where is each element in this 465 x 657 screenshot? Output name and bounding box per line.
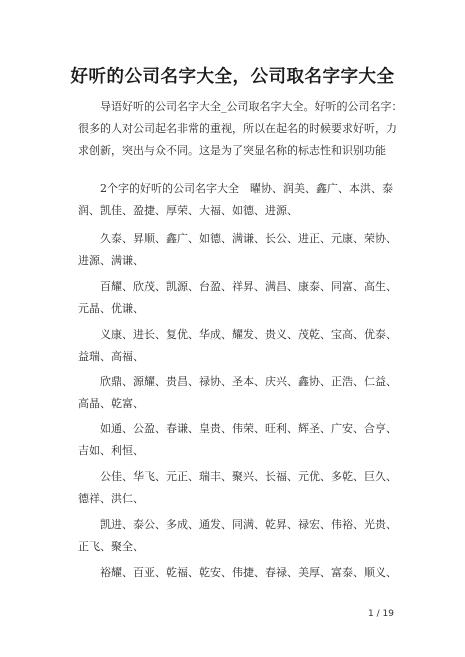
paragraph-line: 润、凯佳、盈捷、厚荣、大福、如德、进源、 [78,204,298,217]
paragraph-line: 德祥、洪仁、 [78,492,144,505]
paragraph-line: 如通、公盈、春谦、皇贵、伟荣、旺利、辉圣、广安、合亨、 [100,422,397,435]
names-paragraph [78,371,398,415]
page-number: 1 / 19 [368,609,394,619]
names-paragraph [78,276,398,320]
names-paragraph [78,178,398,222]
page-title: 好听的公司名字大全，公司取名字字大全 [70,67,395,87]
paragraph-line: 益瑞、高福、 [78,350,144,363]
names-paragraph [78,228,398,272]
names-paragraph [78,418,398,462]
paragraph-line: 进源、满谦、 [78,254,144,267]
paragraph-line: 求创新，突出与众不同。这是为了突显名称的标志性和识别功能 [78,144,386,157]
paragraph-line: 久泰、昇顺、鑫广、如德、满谦、长公、进正、元康、荣协、 [100,232,397,245]
names-paragraph [78,514,398,558]
paragraph-line: 导语好听的公司名字大全_公司取名字大全。好听的公司名字： [100,100,403,113]
paragraph-line: 裕耀、百亚、乾福、乾安、伟捷、春禄、美厚、富泰、顺义、 [100,566,397,579]
paragraph-line: 很多的人对公司起名非常的重视，所以在起名的时候要求好听，力 [78,122,397,135]
names-paragraph [78,324,398,368]
intro-paragraph [78,96,403,162]
paragraph-line: 凯进、泰公、多成、通发、同满、乾昇、禄宏、伟裕、光贵、 [100,518,397,531]
paragraph-line: 义康、进长、复优、华成、耀发、贵义、茂乾、宝高、优泰、 [100,328,397,341]
names-paragraph [78,466,398,510]
paragraph-line: 公佳、华飞、元正、瑞丰、聚兴、长福、元优、多乾、巨久、 [100,470,397,483]
paragraph-line: 欣鼎、源耀、贵昌、禄协、圣本、庆兴、鑫协、正浩、仁益、 [100,375,397,388]
names-paragraph [78,562,398,584]
paragraph-line: 吉如、利恒、 [78,444,144,457]
paragraph-line: 正飞、聚全、 [78,540,144,553]
paragraph-line: 2个字的好听的公司名字大全 曜协、润美、鑫广、本洪、泰 [100,182,393,195]
paragraph-line: 高晶、乾富、 [78,397,144,410]
paragraph-line: 百耀、欣茂、凯源、台盈、祥昇、满昌、康泰、同富、高生、 [100,280,397,293]
paragraph-line: 元晶、优谦、 [78,302,144,315]
